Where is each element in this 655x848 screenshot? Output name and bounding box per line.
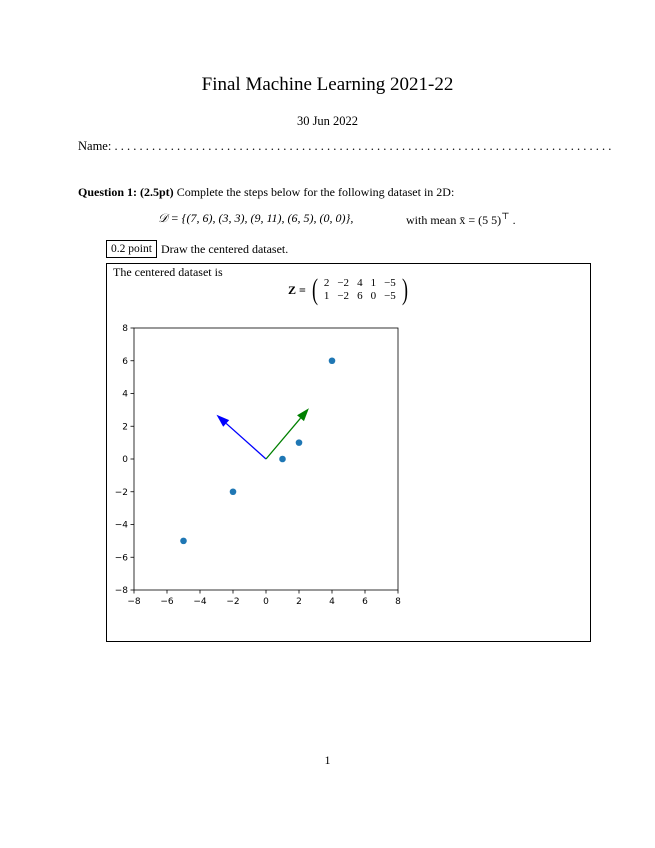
matrix-cell: 1 (370, 277, 377, 289)
x-tick-label: −6 (160, 597, 174, 607)
x-tick-label: 2 (296, 597, 302, 607)
x-tick-label: 0 (263, 597, 269, 607)
page-title: Final Machine Learning 2021-22 (201, 74, 454, 95)
question-text: Complete the steps below for the following dataset in 2D: (176, 185, 455, 199)
y-tick-label: 0 (122, 455, 128, 465)
blue-arrow-shaft (226, 423, 266, 459)
right-paren: ) (401, 273, 408, 306)
matrix-lhs: Z = (288, 282, 306, 297)
y-tick-label: −8 (114, 586, 128, 596)
y-tick-label: 8 (122, 324, 128, 334)
data-point (279, 456, 286, 463)
y-tick-label: 6 (122, 356, 128, 367)
points-badge: 0.2 point (106, 240, 157, 258)
green-arrow-shaft (266, 418, 301, 459)
x-tick-label: 8 (395, 597, 401, 607)
y-tick-label: 2 (122, 422, 128, 433)
y-tick-label: −4 (114, 520, 128, 531)
x-tick-label: 6 (362, 597, 368, 607)
question-header (78, 185, 454, 200)
x-tick-label: −4 (193, 597, 207, 607)
page-number: 1 (324, 753, 331, 767)
x-tick-label: −8 (127, 597, 141, 607)
name-dots: . . . . . . . . . . . . . . . . . . . . . . . . . . . . . . . . . . . . . . . . . . . . . . . . . . . . . . . . . . . . . . . . . . . . . . . . . . . . . . . . (114, 139, 612, 153)
x-tick-label: −2 (226, 597, 240, 607)
matrix-table (320, 277, 400, 303)
matrix-cell: 6 (357, 290, 363, 302)
question-points: (2.5pt) (140, 185, 174, 199)
matrix-cell: 0 (370, 290, 377, 302)
matrix-cell: −2 (337, 277, 350, 289)
exam-date: 30 Jun 2022 (296, 114, 359, 128)
left-paren: ( (311, 273, 318, 306)
matrix-cell: −2 (337, 290, 350, 302)
x-tick-label: 4 (329, 597, 335, 607)
matrix-cell: 2 (323, 277, 330, 289)
matrix-cell: −5 (384, 290, 396, 302)
name-line (78, 139, 611, 154)
data-point (180, 538, 187, 545)
matrix-cell: 4 (357, 277, 363, 289)
matrix-row (320, 290, 400, 303)
data-point (329, 357, 336, 364)
subtask-instruction: Draw the centered dataset. (161, 242, 289, 256)
scatter-plot (110, 318, 410, 613)
y-tick-label: 4 (122, 389, 128, 400)
centered-matrix (288, 275, 410, 305)
answer-intro: The centered dataset is (113, 265, 223, 279)
mean-end: . (512, 213, 516, 227)
mean-text: with mean x̄ = (5 5) (406, 213, 502, 227)
dataset-definition: 𝒟 = {(7, 6), (3, 3), (9, 11), (6, 5), (0, 0)}, (158, 211, 354, 225)
question-label: Question 1: (78, 185, 138, 199)
name-label: Name: (78, 139, 112, 153)
transpose-symbol: ⊤ (501, 211, 510, 221)
data-point (230, 488, 237, 495)
y-tick-label: −6 (114, 553, 128, 564)
mean-definition (406, 211, 516, 228)
data-point (296, 439, 303, 446)
matrix-cell: −5 (384, 277, 396, 289)
y-tick-label: −2 (114, 487, 128, 498)
matrix-row (320, 277, 400, 290)
matrix-cell: 1 (323, 290, 330, 302)
